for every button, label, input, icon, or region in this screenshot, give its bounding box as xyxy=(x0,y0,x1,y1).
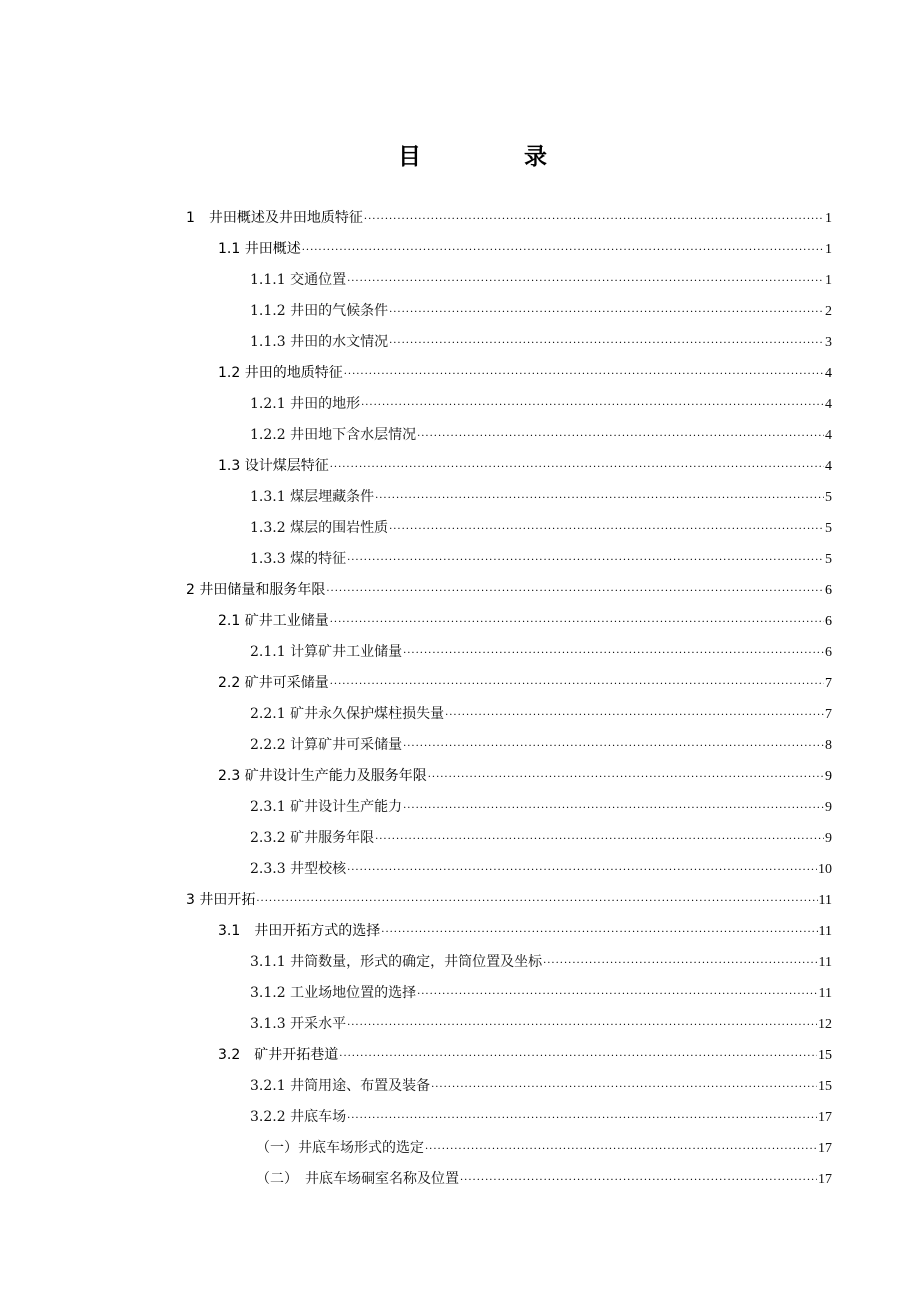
toc-entry-page-number: 8 xyxy=(825,738,832,753)
dot-leader xyxy=(417,979,817,1010)
toc-entry-page-number: 1 xyxy=(825,211,832,226)
toc-entry-label: 1.3 设计煤层特征 xyxy=(218,458,329,474)
toc-entry-page-number: 15 xyxy=(818,1079,832,1094)
toc-entry-page-number: 7 xyxy=(825,676,832,691)
toc-entry[interactable] xyxy=(250,1009,832,1040)
toc-entry-page-number: 9 xyxy=(825,800,832,815)
toc-entry-page-number: 4 xyxy=(825,428,832,443)
dot-leader xyxy=(330,669,824,700)
toc-entry[interactable] xyxy=(250,1102,832,1133)
toc-entry-page-number: 11 xyxy=(818,955,832,970)
toc-entry-label: 2.1.1 计算矿井工业储量 xyxy=(250,644,403,660)
toc-entry-page-number: 6 xyxy=(825,583,832,598)
toc-entry[interactable] xyxy=(250,730,832,761)
toc-entry-page-number: 6 xyxy=(825,645,832,660)
toc-entry-label: 2.3.2 矿井服务年限 xyxy=(250,830,375,846)
toc-entry-label: 1.1 井田概述 xyxy=(218,241,301,257)
toc-entry[interactable] xyxy=(218,451,832,482)
dot-leader xyxy=(344,359,824,390)
dot-leader xyxy=(375,483,824,514)
toc-entry[interactable] xyxy=(250,947,832,978)
dot-leader xyxy=(389,514,824,545)
dot-leader xyxy=(347,855,817,886)
toc-entry-label: 1.2 井田的地质特征 xyxy=(218,365,343,381)
toc-entry-page-number: 1 xyxy=(825,242,832,257)
toc-entry-label: 2.2 矿井可采储量 xyxy=(218,675,329,691)
toc-entry-page-number: 17 xyxy=(818,1110,832,1125)
dot-leader xyxy=(326,576,824,607)
dot-leader xyxy=(347,1010,817,1041)
dot-leader xyxy=(428,762,824,793)
dot-leader xyxy=(302,235,824,266)
toc-entry-label: 3.1.2 工业场地位置的选择 xyxy=(250,985,417,1001)
toc-entry-label: 1.1.2 井田的气候条件 xyxy=(250,303,389,319)
toc-entry-page-number: 6 xyxy=(825,614,832,629)
toc-entry-page-number: 11 xyxy=(818,924,832,939)
dot-leader xyxy=(403,731,824,762)
toc-entry-page-number: 10 xyxy=(818,862,832,877)
toc-entry-label: （一）井底车场形式的选定 xyxy=(256,1140,424,1156)
toc-entry-page-number: 3 xyxy=(825,335,832,350)
toc-entry-label: 3.1.1 井筒数量，形式的确定，井筒位置及坐标 xyxy=(250,954,543,970)
toc-entry-label: 1.1.3 井田的水文情况 xyxy=(250,334,389,350)
toc-entry-label: 3.2 矿井开拓巷道 xyxy=(218,1047,339,1063)
toc-entry-label: 1.3.1 煤层埋藏条件 xyxy=(250,489,375,505)
toc-entry-page-number: 5 xyxy=(825,490,832,505)
toc-entry-label: 2.3.1 矿井设计生产能力 xyxy=(250,799,403,815)
toc-entry[interactable] xyxy=(218,234,832,265)
toc-entry-page-number: 12 xyxy=(818,1017,832,1032)
dot-leader xyxy=(460,1165,817,1196)
toc-entry-page-number: 5 xyxy=(825,521,832,536)
toc-entry[interactable] xyxy=(218,358,832,389)
dot-leader xyxy=(425,1134,817,1165)
toc-entry-page-number: 15 xyxy=(818,1048,832,1063)
dot-leader xyxy=(361,390,824,421)
toc-entry-label: 1 井田概述及井田地质特征 xyxy=(186,210,363,226)
toc-entry[interactable] xyxy=(250,389,832,420)
dot-leader xyxy=(330,452,824,483)
toc-entry-page-number: 2 xyxy=(825,304,832,319)
dot-leader xyxy=(364,204,824,235)
toc-entry-page-number: 11 xyxy=(818,986,832,1001)
toc-entry-label: 2.2.2 计算矿井可采储量 xyxy=(250,737,403,753)
toc-entry[interactable] xyxy=(186,203,832,234)
toc-entry-page-number: 11 xyxy=(818,893,832,908)
toc-entry[interactable] xyxy=(250,513,832,544)
toc-entry-page-number: 4 xyxy=(825,397,832,412)
dot-leader xyxy=(256,886,817,917)
toc-entry-label: 3.2.1 井筒用途、布置及装备 xyxy=(250,1078,431,1094)
toc-entry[interactable] xyxy=(218,1040,832,1071)
dot-leader xyxy=(389,297,824,328)
toc-entry-page-number: 17 xyxy=(818,1172,832,1187)
toc-entry[interactable] xyxy=(250,482,832,513)
toc-entry[interactable] xyxy=(250,420,832,451)
dot-leader xyxy=(543,948,817,979)
dot-leader xyxy=(417,421,824,452)
toc-entry[interactable] xyxy=(250,699,832,730)
dot-leader xyxy=(347,545,824,576)
toc-entry[interactable] xyxy=(250,792,832,823)
page-title: 目 录 xyxy=(398,144,587,170)
toc-entry-label: 3.2.2 井底车场 xyxy=(250,1109,347,1125)
dot-leader xyxy=(403,793,824,824)
dot-leader xyxy=(403,638,824,669)
toc-entry-page-number: 5 xyxy=(825,552,832,567)
toc-entry-label: （二） 井底车场硐室名称及位置 xyxy=(256,1171,459,1187)
dot-leader xyxy=(347,1103,817,1134)
toc-entry[interactable] xyxy=(250,327,832,358)
toc-entry[interactable] xyxy=(218,668,832,699)
toc-entry[interactable] xyxy=(186,575,832,606)
toc-entry[interactable] xyxy=(250,1071,832,1102)
toc-entry-page-number: 1 xyxy=(825,273,832,288)
toc-entry[interactable] xyxy=(218,606,832,637)
toc-entry[interactable] xyxy=(250,854,832,885)
dot-leader xyxy=(431,1072,817,1103)
toc-entry[interactable] xyxy=(256,1133,832,1164)
toc-entry[interactable] xyxy=(186,885,832,916)
toc-entry-label: 2.2.1 矿井永久保护煤柱损失量 xyxy=(250,706,445,722)
toc-entry-label: 3.1 井田开拓方式的选择 xyxy=(218,923,381,939)
toc-entry-label: 2.1 矿井工业储量 xyxy=(218,613,329,629)
toc-entry-label: 1.2.2 井田地下含水层情况 xyxy=(250,427,417,443)
toc-entry[interactable] xyxy=(250,265,832,296)
toc-entry-label: 3 井田开拓 xyxy=(186,892,256,908)
toc-entry-label: 1.1.1 交通位置 xyxy=(250,272,347,288)
toc-entry[interactable] xyxy=(250,823,832,854)
dot-leader xyxy=(389,328,824,359)
toc-entry-page-number: 7 xyxy=(825,707,832,722)
toc-entry-page-number: 9 xyxy=(825,831,832,846)
toc-entry-label: 2 井田储量和服务年限 xyxy=(186,582,326,598)
toc-entry[interactable] xyxy=(250,296,832,327)
toc-entry[interactable] xyxy=(250,544,832,575)
toc-entry[interactable] xyxy=(250,637,832,668)
toc-entry-page-number: 4 xyxy=(825,366,832,381)
dot-leader xyxy=(375,824,824,855)
toc-entry[interactable] xyxy=(256,1164,832,1195)
dot-leader xyxy=(381,917,817,948)
toc-entry-page-number: 4 xyxy=(825,459,832,474)
toc-entry-label: 3.1.3 开采水平 xyxy=(250,1016,347,1032)
dot-leader xyxy=(330,607,824,638)
toc-entry-label: 2.3.3 井型校核 xyxy=(250,861,347,877)
toc-entry-label: 1.2.1 井田的地形 xyxy=(250,396,361,412)
toc-entry[interactable] xyxy=(218,761,832,792)
toc-entry-page-number: 9 xyxy=(825,769,832,784)
toc-entry-label: 2.3 矿井设计生产能力及服务年限 xyxy=(218,768,427,784)
toc-entry-label: 1.3.3 煤的特征 xyxy=(250,551,347,567)
toc-entry-label: 1.3.2 煤层的围岩性质 xyxy=(250,520,389,536)
toc-entry[interactable] xyxy=(250,978,832,1009)
toc-entry[interactable] xyxy=(218,916,832,947)
dot-leader xyxy=(347,266,824,297)
toc-entry-page-number: 17 xyxy=(818,1141,832,1156)
dot-leader xyxy=(445,700,824,731)
dot-leader xyxy=(339,1041,817,1072)
